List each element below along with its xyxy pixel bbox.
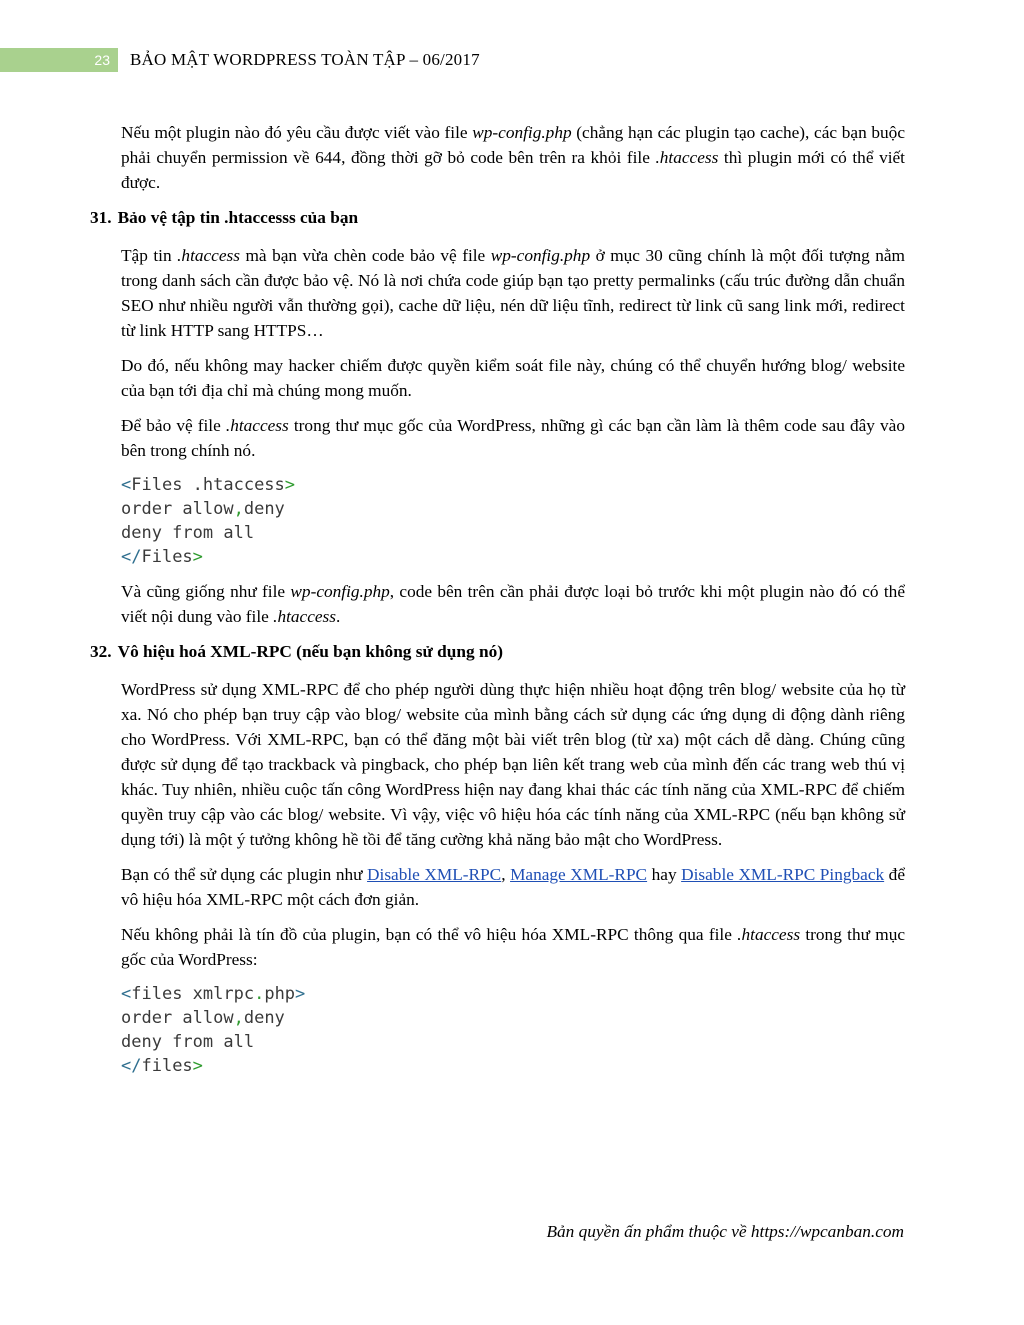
section-32-paragraph-2 [121, 862, 905, 912]
section-31-paragraph-1 [121, 243, 905, 343]
text: , code bên trên cần phải được loại bỏ trước khi một plugin nào đó có thể viết nội dung vào file [121, 582, 905, 626]
code-token: < [121, 984, 132, 1004]
filename: .htaccess [225, 416, 289, 435]
filename: wp-config.php [290, 582, 390, 601]
section-number: 32. [90, 642, 112, 661]
code-token: Files [141, 547, 193, 567]
text: ở mục 30 cũng chính là một đối tượng nằm trong danh sách cần được bảo vệ. Nó là nơi chứa code giúp bạn tạo pretty permalinks (cấu trúc đường dẫn chuẩn SEO như nhiều người vẫn thường gọi), cache dữ liệu, nén dữ liệu tĩnh, redirect từ link cũ sang link mới, redirect từ link HTTP sang HTTPS… [121, 246, 905, 340]
text: Nếu không phải là tín đồ của plugin, bạn có thể vô hiệu hóa XML-RPC thông qua file [121, 925, 738, 944]
code-token: > [295, 984, 306, 1004]
manage-xml-rpc-link[interactable]: Manage XML-RPC [510, 865, 648, 884]
text: hay [647, 865, 682, 884]
filename: wp-config.php [472, 123, 572, 142]
code-token: deny [243, 1008, 285, 1028]
text: . [336, 607, 341, 626]
code-token: > [192, 547, 203, 567]
text: , [501, 865, 511, 884]
section-32-heading [90, 639, 905, 664]
code-token: </ [121, 547, 142, 567]
text: trong thư mục gốc của WordPress: [121, 925, 906, 969]
code-token: > [284, 475, 296, 495]
code-token: order allow [121, 499, 234, 519]
code-line [121, 1054, 905, 1078]
disable-xml-rpc-link[interactable]: Disable XML-RPC [367, 865, 502, 884]
disable-xml-rpc-pingback-link[interactable]: Disable XML-RPC Pingback [681, 865, 885, 884]
code-token: > [192, 1056, 203, 1076]
text: Bạn có thể sử dụng các plugin như [121, 865, 368, 884]
filename: .htaccess [273, 607, 337, 626]
code-line: deny from all [121, 1032, 255, 1052]
text: Để bảo vệ file [121, 416, 226, 435]
filename: wp-config.php [490, 246, 591, 265]
code-token: </ [121, 1056, 142, 1076]
code-line [121, 982, 905, 1006]
section-32-paragraph-3 [121, 922, 905, 972]
code-token: , [233, 499, 244, 519]
filename: .htaccess [655, 148, 719, 167]
section-31-paragraph-4 [121, 579, 905, 629]
code-token: < [121, 475, 132, 495]
text: (chẳng hạn các plugin tạo cache), các bạn buộc phải chuyển permission về 644, đồng thời gỡ bỏ code bên trên ra khỏi file [121, 123, 905, 167]
code-line [121, 473, 905, 497]
section-title: Bảo vệ tập tin .htaccesss của bạn [117, 208, 359, 227]
htaccess-code-block [121, 473, 905, 569]
header-title: BẢO MẬT WORDPRESS TOÀN TẬP – 06/2017 [130, 50, 480, 69]
text: thì plugin mới có thể viết được. [121, 148, 905, 192]
page-number: 23 [0, 48, 118, 72]
section-31-paragraph-3 [121, 413, 905, 463]
code-line: deny from all [121, 523, 255, 543]
code-line [121, 497, 905, 521]
code-token: files [141, 1056, 193, 1076]
section-31-heading [90, 205, 905, 230]
code-token: order allow [121, 1008, 234, 1028]
page-content [90, 120, 905, 1088]
section-31-paragraph-2: Do đó, nếu không may hacker chiếm được quyền kiểm soát file này, chúng có thể chuyển hướng blog/ website của bạn tới địa chỉ mà chúng mong muốn. [121, 356, 905, 400]
code-line [121, 545, 905, 569]
section-title: Vô hiệu hoá XML-RPC (nếu bạn không sử dụng nó) [117, 642, 503, 661]
text: mà bạn vừa chèn code bảo vệ file [239, 246, 491, 265]
text: Tập tin [121, 246, 178, 265]
code-token: deny [243, 499, 285, 519]
text: Và cũng giống như file [121, 582, 291, 601]
filename: .htaccess [177, 246, 240, 265]
filename: .htaccess [737, 925, 801, 944]
code-token: Files .htaccess [131, 475, 285, 495]
intro-paragraph [121, 120, 905, 195]
code-line [121, 1006, 905, 1030]
code-token: php [264, 984, 296, 1004]
text: Nếu một plugin nào đó yêu cầu được viết vào file [121, 123, 473, 142]
code-token: , [233, 1008, 244, 1028]
xmlrpc-code-block [121, 982, 905, 1078]
page-header [0, 48, 1024, 72]
section-32-paragraph-1: WordPress sử dụng XML-RPC để cho phép người dùng thực hiện nhiều hoạt động trên blog/ website của họ từ xa. Nó cho phép bạn truy cập vào blog/ website của mình bằng cách sử dụng các ứng dụng di động dành riêng cho WordPress. Với XML-RPC, bạn có thể đăng một bài viết trên blog (từ xa) một cách dễ dàng. Chúng cũng được sử dụng để tạo trackback và pingback, cho phép bạn liên kết trang web của mình đến các trang web thú vị khác. Tuy nhiên, nhiều cuộc tấn công WordPress hiện nay đang khai thác các tính năng của XML-RPC để chiếm quyền truy cập vào các blog/ website. Vì vậy, việc vô hiệu hóa các tính năng của XML-RPC (nếu bạn không sử dụng tới) là một ý tưởng không hề tồi để tăng cường khả năng bảo mật cho WordPress. [121, 680, 905, 849]
text: trong thư mục gốc của WordPress, những gì các bạn cần làm là thêm code sau đây vào bên trong chính nó. [121, 416, 905, 460]
section-number: 31. [90, 208, 112, 227]
footer-copyright: Bản quyền ấn phẩm thuộc về https://wpcanban.com [546, 1222, 904, 1241]
text: để vô hiệu hóa XML-RPC một cách đơn giản. [121, 865, 905, 909]
code-token: . [254, 984, 265, 1004]
code-token: files xmlrpc [131, 984, 255, 1004]
